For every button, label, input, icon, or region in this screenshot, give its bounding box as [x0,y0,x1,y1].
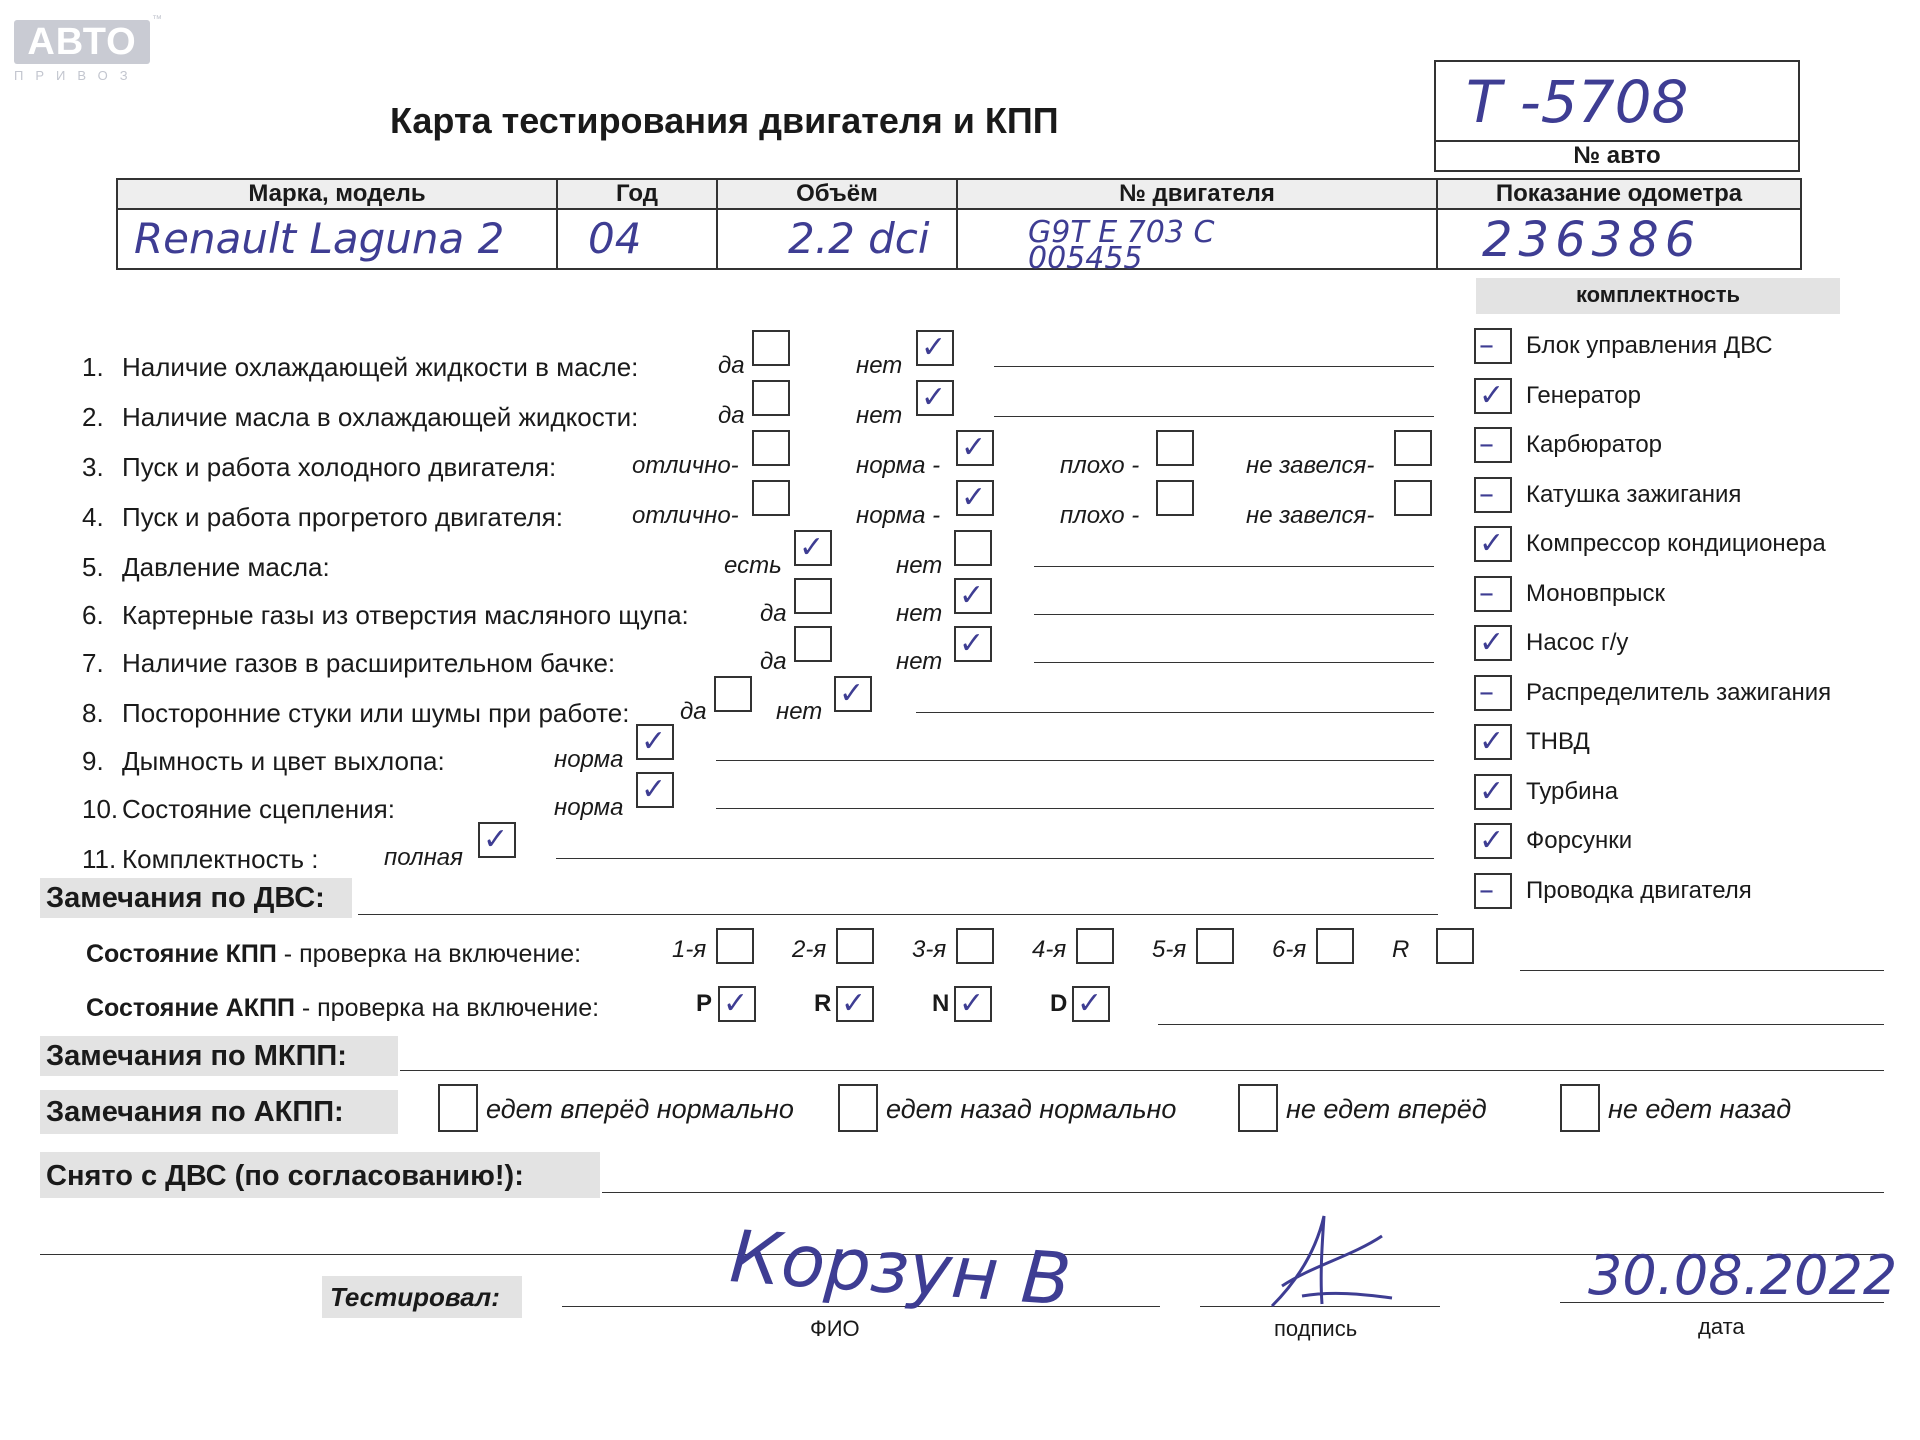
vehicle-header-table [116,178,1802,276]
kit-item-label: Генератор [1526,381,1641,409]
year-label: Год [558,180,716,208]
kit-item-box[interactable] [1474,427,1512,463]
check-option-label: есть [724,552,782,579]
check-mark: – [1479,872,1494,908]
odometer-value: 236386 [1482,212,1702,268]
kit-item-box[interactable] [1474,675,1512,711]
logo: АВТО [14,20,150,64]
check-mark: – [1479,575,1494,611]
remarks-dvs-line[interactable] [358,914,1438,915]
page-title: Карта тестирования двигателя и КПП [390,100,1059,141]
check-option-box[interactable] [752,380,790,416]
akpp-remark-box[interactable] [1560,1084,1600,1132]
check-mark: ✓ [921,380,947,415]
check-number: 4. [82,502,104,532]
kit-item-label: Турбина [1526,777,1619,805]
check-mark: – [1479,328,1494,363]
kit-item-box[interactable] [1474,378,1512,414]
kit-item-label: Форсунки [1526,827,1633,854]
check-option-box[interactable] [636,724,674,760]
check-option-box[interactable] [636,772,674,808]
check-option-box[interactable] [956,430,994,466]
check-option-label: да [760,600,787,627]
akpp-mode-box[interactable] [836,986,874,1022]
tested-label: Тестировал: [330,1282,500,1312]
check-label: Дымность и цвет выхлопа: [122,746,445,776]
check-option-label: не завелся- [1246,502,1375,529]
check-option-box[interactable] [752,480,790,516]
kpp-gear-label: 4-я [1032,936,1067,963]
check-mark: ✓ [483,822,509,857]
check-note-line[interactable] [1034,566,1434,567]
check-mark: ✓ [1479,823,1505,858]
check-label: Пуск и работа холодного двигателя: [122,452,557,482]
check-option-box[interactable] [956,480,994,516]
kit-title: комплектность [1575,282,1741,307]
check-option-label: не завелся- [1246,452,1375,479]
check-option-box[interactable] [834,676,872,712]
check-mark: ✓ [799,530,825,565]
signature [1262,1206,1402,1316]
kpp-gear-box[interactable] [1076,928,1114,964]
trademark: ™ [152,14,162,25]
check-number: 6. [82,600,104,630]
check-option-box[interactable] [794,626,832,662]
check-option-label: норма [554,794,624,821]
kit-item-box[interactable] [1474,576,1512,612]
signature-caption: подпись [1274,1316,1358,1341]
check-option-label: нет [856,402,903,429]
check-option-box[interactable] [714,676,752,712]
check-option-box[interactable] [1394,480,1432,516]
check-option-label: плохо - [1060,452,1140,479]
kit-item-box[interactable] [1474,625,1512,661]
check-option-box[interactable] [916,330,954,366]
check-label: Наличие охлаждающей жидкости в масле: [122,352,639,382]
kpp-gear-label: 6-я [1272,936,1307,963]
kit-item-box[interactable] [1474,774,1512,810]
kit-item-label: Катушка зажигания [1526,480,1742,508]
kit-item-box[interactable] [1474,477,1512,513]
check-mark: ✓ [839,676,865,711]
kpp-gear-box[interactable] [1316,928,1354,964]
check-option-label: нет [776,698,823,725]
akpp-label: Состояние АКПП - проверка на включение: [86,994,600,1022]
kpp-gear-box[interactable] [1436,928,1474,964]
check-mark: ✓ [921,330,947,365]
volume-label: Объём [718,180,956,208]
check-option-box[interactable] [1156,430,1194,466]
logo-subtitle: ПРИВОЗ [14,68,140,83]
kit-item-label: Моновпрыск [1526,579,1666,607]
check-label: Наличие газов в расширительном бачке: [122,648,616,678]
akpp-mode-label: R [814,990,832,1017]
check-label: Картерные газы из отверстия масляного щупа: [122,600,689,630]
check-option-label: отлично- [632,502,739,529]
kit-item-box[interactable] [1474,328,1512,364]
engine-number-value: G9T E 703 C 005455 [1028,215,1215,276]
kpp-gear-label: 2-я [792,936,827,963]
kit-item-label: ТНВД [1526,728,1590,755]
check-mark: ✓ [641,772,667,807]
check-mark: ✓ [1479,773,1505,809]
check-number: 1. [82,352,104,382]
name-caption: ФИО [810,1316,860,1341]
check-option-box[interactable] [954,626,992,662]
check-note-line[interactable] [716,760,1434,761]
check-option-box[interactable] [954,578,992,614]
check-mark: ✓ [1077,986,1103,1021]
check-note-line[interactable] [1034,614,1434,615]
check-option-box[interactable] [1156,480,1194,516]
check-number: 11. [82,844,117,874]
volume-value: 2.2 dci [788,214,930,263]
check-label: Состояние сцепления: [122,794,395,824]
check-number: 9. [82,746,104,776]
kpp-gear-label: 5-я [1152,936,1187,963]
brand-value: Renault Laguna 2 [134,214,505,263]
check-mark: ✓ [961,480,987,515]
kpp-gear-box[interactable] [836,928,874,964]
check-option-label: да [718,402,745,429]
check-mark: ✓ [959,986,985,1021]
akpp-remark-box[interactable] [1238,1084,1278,1132]
kit-item-box[interactable] [1474,823,1512,859]
brand-label: Марка, модель [118,180,556,208]
kit-item-box[interactable] [1474,873,1512,909]
akpp-mode-box[interactable] [954,986,992,1022]
akpp-mode-label: D [1050,990,1068,1017]
check-option-label: да [680,698,707,725]
kit-item-label: Блок управления ДВС [1526,332,1773,359]
remarks-mkpp-label: Замечания по МКПП: [46,1040,347,1072]
removed-label: Снято с ДВС (по согласованию!): [46,1160,524,1192]
check-mark: ✓ [961,430,987,465]
kit-item-label: Распределитель зажигания [1526,678,1832,706]
check-option-box[interactable] [794,578,832,614]
check-mark: – [1479,674,1494,710]
check-number: 7. [82,648,104,678]
check-option-label: отлично- [632,452,739,479]
check-mark: ✓ [841,986,867,1021]
check-mark: ✓ [959,578,985,613]
akpp-remark-label: едет назад нормально [886,1094,1177,1124]
check-option-box[interactable] [752,330,790,366]
check-option-label: норма - [856,502,941,529]
car-number-label: № авто [1573,142,1661,169]
check-mark: – [1479,476,1494,512]
check-label: Давление масла: [122,552,330,582]
check-mark: ✓ [1479,625,1505,660]
akpp-mode-box[interactable] [718,986,756,1022]
remarks-dvs-label: Замечания по ДВС: [46,882,325,914]
kit-item-label: Карбюратор [1526,431,1663,458]
kit-item-label: Компрессор кондиционера [1526,530,1826,557]
check-note-line[interactable] [994,416,1434,417]
check-option-label: полная [384,844,463,871]
check-note-line[interactable] [1034,662,1434,663]
check-option-label: нет [896,648,943,675]
check-option-label: норма - [856,452,941,479]
akpp-remark-label: едет вперёд нормально [486,1094,794,1124]
check-mark: ✓ [959,626,985,661]
check-mark: ✓ [641,724,667,759]
car-number-value: Т -5708 [1466,68,1689,136]
akpp-mode-label: N [932,990,950,1017]
kit-item-label: Насос г/у [1526,629,1629,656]
check-label: Наличие масла в охлаждающей жидкости: [122,402,639,432]
check-number: 5. [82,552,104,582]
kpp-gear-box[interactable] [956,928,994,964]
check-option-label: нет [856,352,903,379]
kpp-gear-box[interactable] [1196,928,1234,964]
check-note-line[interactable] [716,808,1434,809]
kpp-label: Состояние КПП - проверка на включение: [86,940,582,968]
check-label: Комплектность : [122,844,319,874]
car-number-box [1434,60,1800,172]
check-note-line[interactable] [556,858,1434,859]
engine-number-label: № двигателя [958,180,1436,208]
kit-item-label: Проводка двигателя [1526,876,1752,904]
akpp-mode-box[interactable] [1072,986,1110,1022]
kpp-gear-box[interactable] [716,928,754,964]
check-mark: ✓ [1479,526,1505,561]
check-mark: ✓ [723,986,749,1021]
check-option-label: нет [896,600,943,627]
tested-date: 30.08.2022 [1588,1244,1898,1307]
remarks-mkpp-line[interactable] [400,1070,1884,1071]
check-mark: ✓ [1479,724,1505,759]
akpp-remark-label: не едет вперёд [1286,1094,1487,1124]
check-option-label: нет [896,552,943,579]
kit-item-box[interactable] [1474,724,1512,760]
check-option-box[interactable] [478,822,516,858]
check-mark: – [1479,427,1494,462]
check-number: 2. [82,402,104,432]
check-option-label: норма [554,746,624,773]
check-option-box[interactable] [954,530,992,566]
akpp-remark-box[interactable] [438,1084,478,1132]
kpp-gear-label: 1-я [672,936,707,963]
check-option-label: плохо - [1060,502,1140,529]
akpp-mode-label: P [696,990,713,1017]
check-number: 3. [82,452,104,482]
year-value: 04 [588,214,642,263]
check-label: Пуск и работа прогретого двигателя: [122,502,563,532]
check-option-label: да [718,352,745,379]
check-number: 8. [82,698,104,728]
odometer-label: Показание одометра [1438,180,1800,208]
check-option-box[interactable] [916,380,954,416]
check-label: Посторонние стуки или шумы при работе: [122,698,630,728]
tested-name: Корзун В [727,1214,1074,1322]
check-note-line[interactable] [916,712,1434,713]
kit-item-box[interactable] [1474,526,1512,562]
kpp-gear-label: R [1392,936,1410,963]
check-option-label: да [760,648,787,675]
check-option-box[interactable] [794,530,832,566]
kpp-gear-label: 3-я [912,936,947,963]
check-option-box[interactable] [1394,430,1432,466]
check-note-line[interactable] [994,366,1434,367]
remarks-akpp-label: Замечания по АКПП: [46,1096,344,1128]
check-number: 10. [82,794,119,824]
akpp-remark-box[interactable] [838,1084,878,1132]
check-option-box[interactable] [752,430,790,466]
removed-line[interactable] [602,1192,1884,1193]
date-caption: дата [1698,1314,1745,1339]
akpp-remark-label: не едет назад [1608,1094,1792,1124]
check-mark: ✓ [1479,377,1505,413]
